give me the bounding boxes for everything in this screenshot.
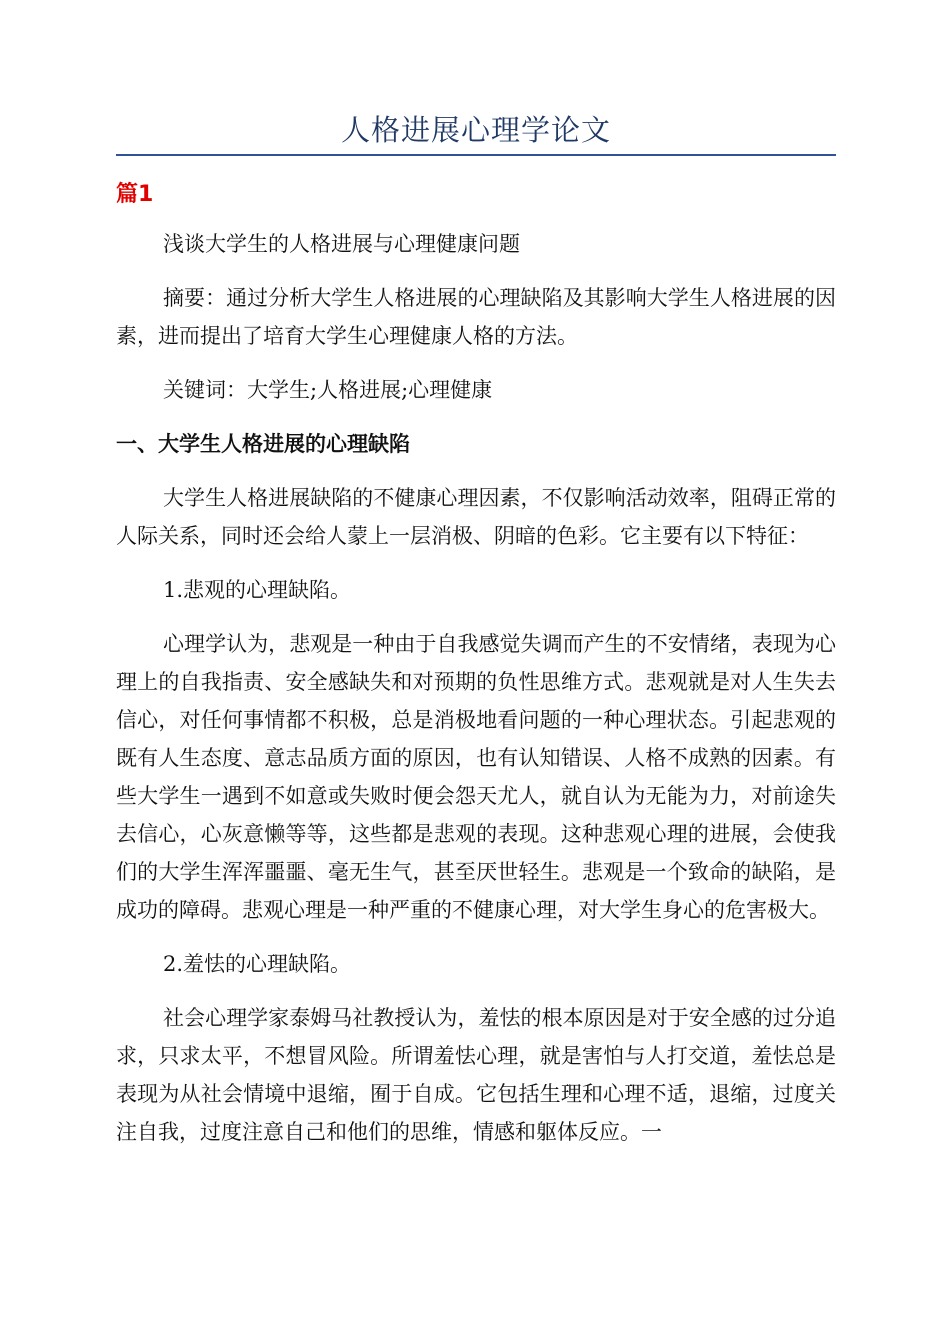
- section-label: 篇1: [116, 182, 154, 207]
- title-underline: [116, 154, 836, 156]
- shyness-paragraph: 社会心理学家泰姆马社教授认为，羞怯的根本原因是对于安全感的过分追求，只求太平，不想冒风险。所谓羞怯心理，就是害怕与人打交道，羞怯总是表现为从社会情境中退缩，囿于自成。它包括生理和心理不适，退缩，过度关注自我，过度注意自己和他们的思维，情感和躯体反应。一: [116, 1006, 836, 1144]
- subheading-shyness: 2.羞怯的心理缺陷。: [163, 952, 352, 976]
- keywords-paragraph: 关键词：大学生;人格进展;心理健康: [163, 378, 493, 402]
- subheading-pessimism: 1.悲观的心理缺陷。: [163, 578, 352, 602]
- intro-paragraph: 大学生人格进展缺陷的不健康心理因素，不仅影响活动效率，阻碍正常的人际关系，同时还会给人蒙上一层消极、阴暗的色彩。它主要有以下特征：: [116, 486, 836, 548]
- paper-title: 浅谈大学生的人格进展与心理健康问题: [163, 232, 520, 256]
- document-body: [116, 225, 836, 1151]
- abstract-paragraph: 摘要：通过分析大学生人格进展的心理缺陷及其影响大学生人格进展的因素，进而提出了培育大学生心理健康人格的方法。: [116, 286, 836, 348]
- section-heading: 一、大学生人格进展的心理缺陷: [116, 432, 410, 456]
- pessimism-paragraph: 心理学认为，悲观是一种由于自我感觉失调而产生的不安情绪，表现为心理上的自我指责、安全感缺失和对预期的负性思维方式。悲观就是对人生失去信心，对任何事情都不积极，总是消极地看问题的一种心理状态。引起悲观的既有人生态度、意志品质方面的原因，也有认知错误、人格不成熟的因素。有些大学生一遇到不如意或失败时便会怨天尤人，就自认为无能为力，对前途失去信心，心灰意懒等等，这些都是悲观的表现。这种悲观心理的进展，会使我们的大学生浑浑噩噩、毫无生气，甚至厌世轻生。悲观是一个致命的缺陷，是成功的障碍。悲观心理是一种严重的不健康心理，对大学生身心的危害极大。: [116, 632, 836, 922]
- document-title: 人格进展心理学论文: [340, 113, 611, 147]
